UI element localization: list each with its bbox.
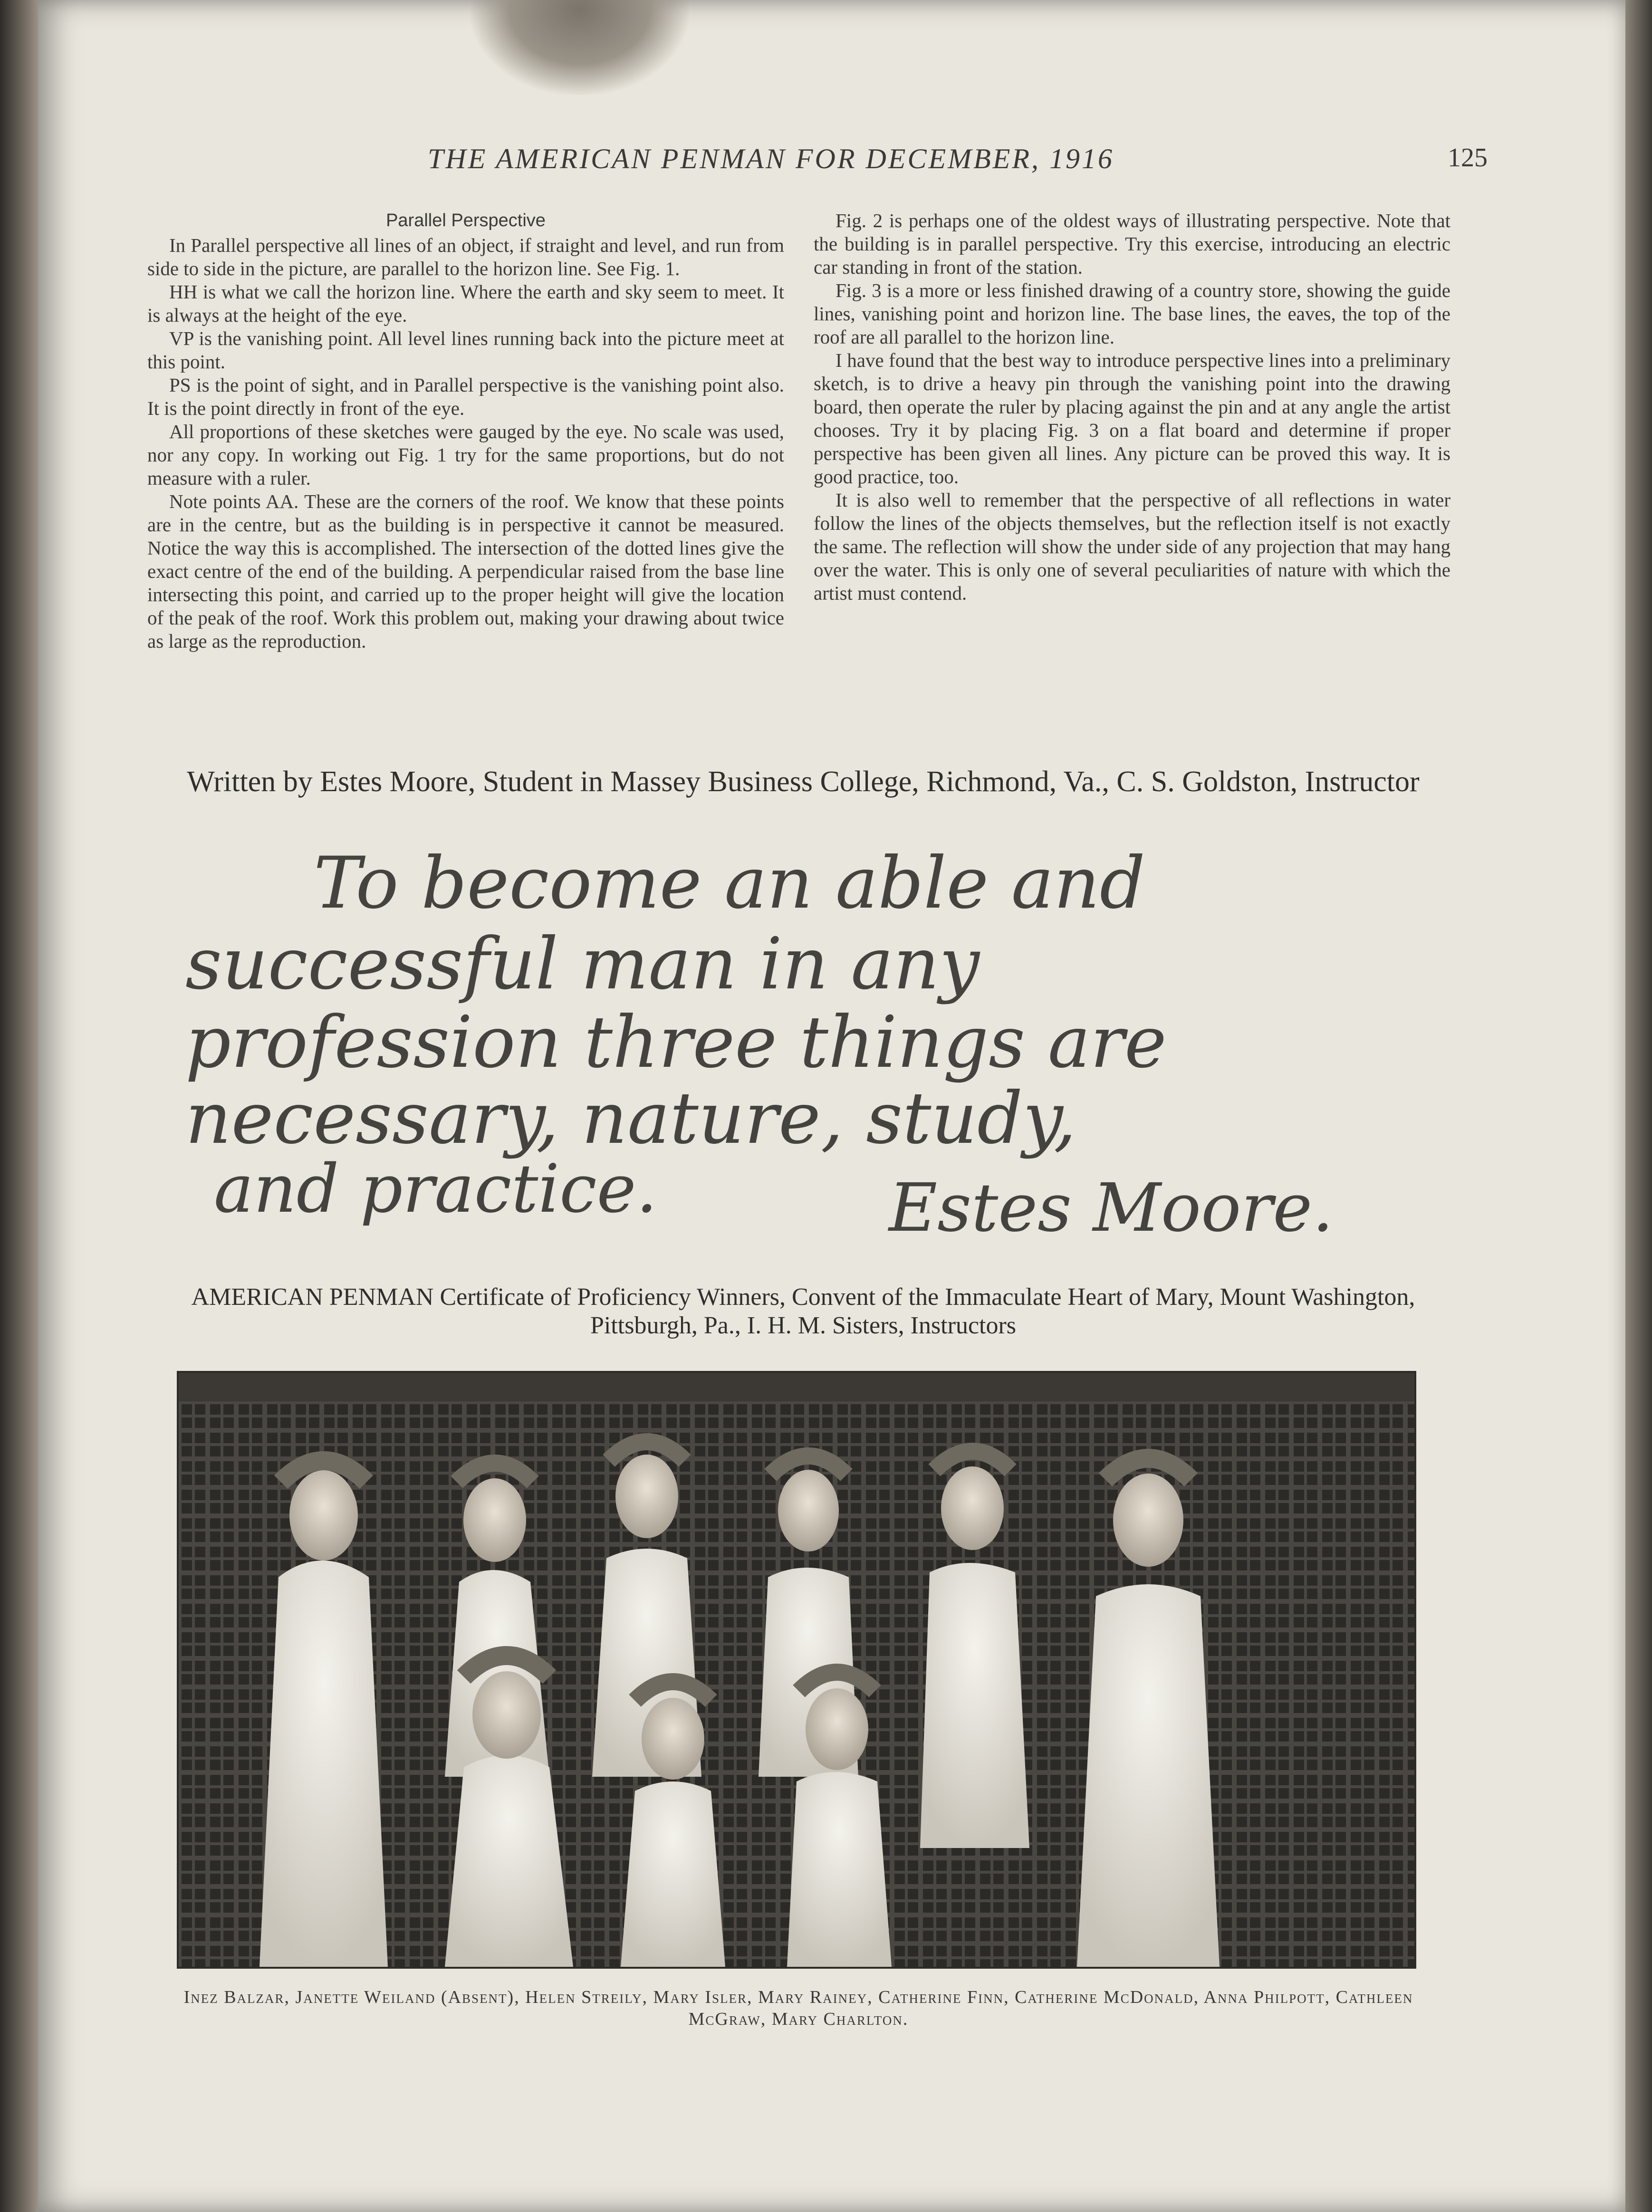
paragraph: Fig. 2 is perhaps one of the oldest ways of illustrating perspective. Note that the building is in parallel perspective. Try this exercise, introducing an electric car standing in front of the station. [814,210,1450,278]
signature: Estes Moore. [889,1169,1334,1240]
paragraph: HH is what we call the horizon line. Where the earth and sky seem to meet. It is always at the height of the eye. [147,281,784,326]
group-photo-illustration [179,1373,1414,1967]
torn-corner [471,0,689,95]
article-heading: Parallel Perspective [386,211,546,230]
handwriting-line: To become an able and [314,851,1145,925]
page-header [428,143,1488,185]
handwriting-line: successful man in any [185,923,980,1005]
running-head: THE AMERICAN PENMAN FOR DECEMBER, 1916 [428,143,1114,174]
page-edge-shadow [1625,0,1652,2212]
author-credit: Written by Estes Moore, Student in Massey Business College, Richmond, Va., C. S. Goldston, Instructor [187,766,1420,798]
handwriting-line: profession three things are [185,1001,1167,1084]
handwriting-svg [157,851,1393,1240]
paragraph: I have found that the best way to introduce perspective lines into a preliminary sketch, is to drive a heavy pin through the vanishing point into the drawing board, then operate the ruler by placing against the pin and at any angle the artist chooses. Try it by placing Fig. 3 on a flat board and determine if proper perspective has been given all lines. Any picture can be proved this way. It is good practice, too. [814,349,1450,488]
handwriting-line: and practice. [214,1150,657,1228]
page-number: 125 [1448,143,1488,172]
seated-row [445,1656,892,1967]
paragraph: VP is the vanishing point. All level lines running back into the picture meet at this point. [147,327,784,373]
magazine-page [38,0,1625,2212]
article-column-right [814,209,1450,605]
article-column-left [147,209,784,653]
paragraph: In Parallel perspective all lines of an object, if straight and level, and run from side to side in the picture, are parallel to the horizon line. See Fig. 1. [147,234,784,279]
paragraph: It is also well to remember that the perspective of all reflections in water follow the lines of the objects themselves, but the reflection itself is not exactly the same. The reflection will show the under side of any projection that may hang over the water. This is only one of several peculiarities of nature with which the artist must contend. [814,489,1450,604]
handwriting-line: necessary, nature, study, [185,1077,1076,1160]
group-photograph [177,1371,1416,1969]
paragraph: Note points AA. These are the corners of the roof. We know that these points are in the centre, but as the building is in perspective it cannot be measured. Notice the way this is accomplished. The intersection of the dotted lines give the exact centre of the end of the building. A perpendicular raised from the base line intersecting this point, and carried up to the proper height will give the location of the peak of the roof. Work this problem out, making your drawing about twice as large as the reproduction. [147,490,784,652]
paragraph: Fig. 3 is a more or less finished drawing of a country store, showing the guide lines, vanishing point and horizon line. The base lines, the eaves, the top of the roof are all parallel to the horizon line. [814,279,1450,348]
paragraph: PS is the point of sight, and in Parallel perspective is the vanishing point also. It is the point directly in front of the eye. [147,374,784,419]
paragraph: All proportions of these sketches were gauged by the eye. No scale was used, nor any copy. In working out Fig. 1 try for the same proportions, but do not measure with a ruler. [147,421,784,489]
certificate-winners-title: AMERICAN PENMAN Certificate of Proficiency Winners, Convent of the Immaculate Heart of Mary, Mount Washington, Pittsburgh, Pa., I. H. M. Sisters, Instructors [191,1283,1415,1339]
handwriting-specimen [157,851,1393,1240]
photo-caption: Inez Balzar, Janette Weiland (Absent), Helen Streily, Mary Isler, Mary Rainey, Catherine Finn, Catherine McDonald, Anna Philpott, Cathleen McGraw, Mary Charlton. [183,1987,1413,2029]
book-spine-shadow [0,0,38,2212]
